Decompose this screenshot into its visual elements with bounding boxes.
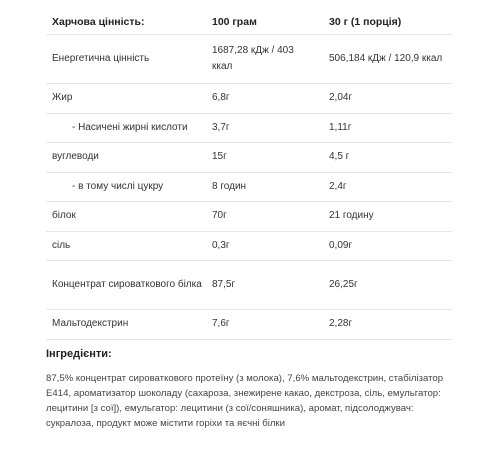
row-label: сіль — [52, 239, 71, 251]
row-per-serving: 0,09г — [329, 239, 353, 251]
row-label: Концентрат сироваткового білка — [52, 279, 202, 290]
row-per-serving: 4,5 г — [329, 151, 350, 163]
header-nutrition-value: Харчова цінність: — [52, 16, 145, 28]
row-per-serving: 21 годину — [329, 210, 374, 222]
row-per-serving: 2,4г — [329, 180, 347, 192]
table-row-carbohydrates — [46, 143, 452, 173]
header-per-100g: 100 грам — [212, 16, 257, 28]
row-label: Жир — [52, 92, 73, 104]
row-per-serving: 506,184 кДж / 120,9 ккал — [329, 53, 443, 64]
row-label: Мальтодекстрин — [52, 318, 129, 330]
row-per-100g: 6,8г — [212, 92, 230, 104]
row-per-100g: 7,6г — [212, 318, 230, 330]
row-label: - Насичені жирні кислоти — [72, 121, 188, 133]
row-per-100g: 70г — [212, 210, 227, 222]
row-label: Енергетична цінність — [52, 53, 150, 64]
row-label: - в тому числі цукру — [72, 180, 164, 192]
table-row-protein — [46, 202, 452, 232]
table-row-whey-concentrate — [46, 261, 452, 310]
table-row-fat — [46, 84, 452, 114]
row-per-100g: 0,3г — [212, 239, 230, 251]
row-label: вуглеводи — [52, 151, 99, 163]
ingredients-title: Інгредієнти: — [46, 348, 112, 360]
ingredients-text: 87,5% концентрат сироваткового протеїну (з молока), 7,6% мальтодекстрин, стабілізатор Е414, ароматизатор шоколаду (сахароза, знежирене какао, декстроза, сіль, емульгатор: лецитини [з сої]), емульгатор: лецитини (з сої/соняшника), аромат, підсолоджувач: сукралоза, продукт може містити горіхи та яєчні білки — [46, 373, 444, 429]
table-row-sugars — [46, 173, 452, 203]
row-per-serving: 2,28г — [329, 318, 353, 330]
table-row-salt — [46, 232, 452, 262]
row-per-serving: 26,25г — [329, 279, 358, 290]
ingredients-section — [46, 348, 452, 431]
table-row-energy — [46, 35, 452, 84]
row-per-100g: 1687,28 кДж / 403 ккал — [212, 45, 294, 72]
row-per-100g: 15г — [212, 151, 227, 163]
row-per-serving: 1,11г — [329, 121, 352, 133]
row-per-100g: 8 годин — [212, 180, 247, 192]
header-per-serving: 30 г (1 порція) — [329, 16, 402, 28]
row-label: білок — [52, 210, 76, 222]
table-row-saturated-fat — [46, 114, 452, 144]
row-per-100g: 3,7г — [212, 121, 230, 133]
row-per-serving: 2,04г — [329, 92, 353, 104]
table-row-maltodextrin — [46, 310, 452, 340]
nutrition-table-header — [46, 10, 452, 35]
row-per-100g: 87,5г — [212, 279, 236, 290]
nutrition-table — [46, 10, 452, 340]
